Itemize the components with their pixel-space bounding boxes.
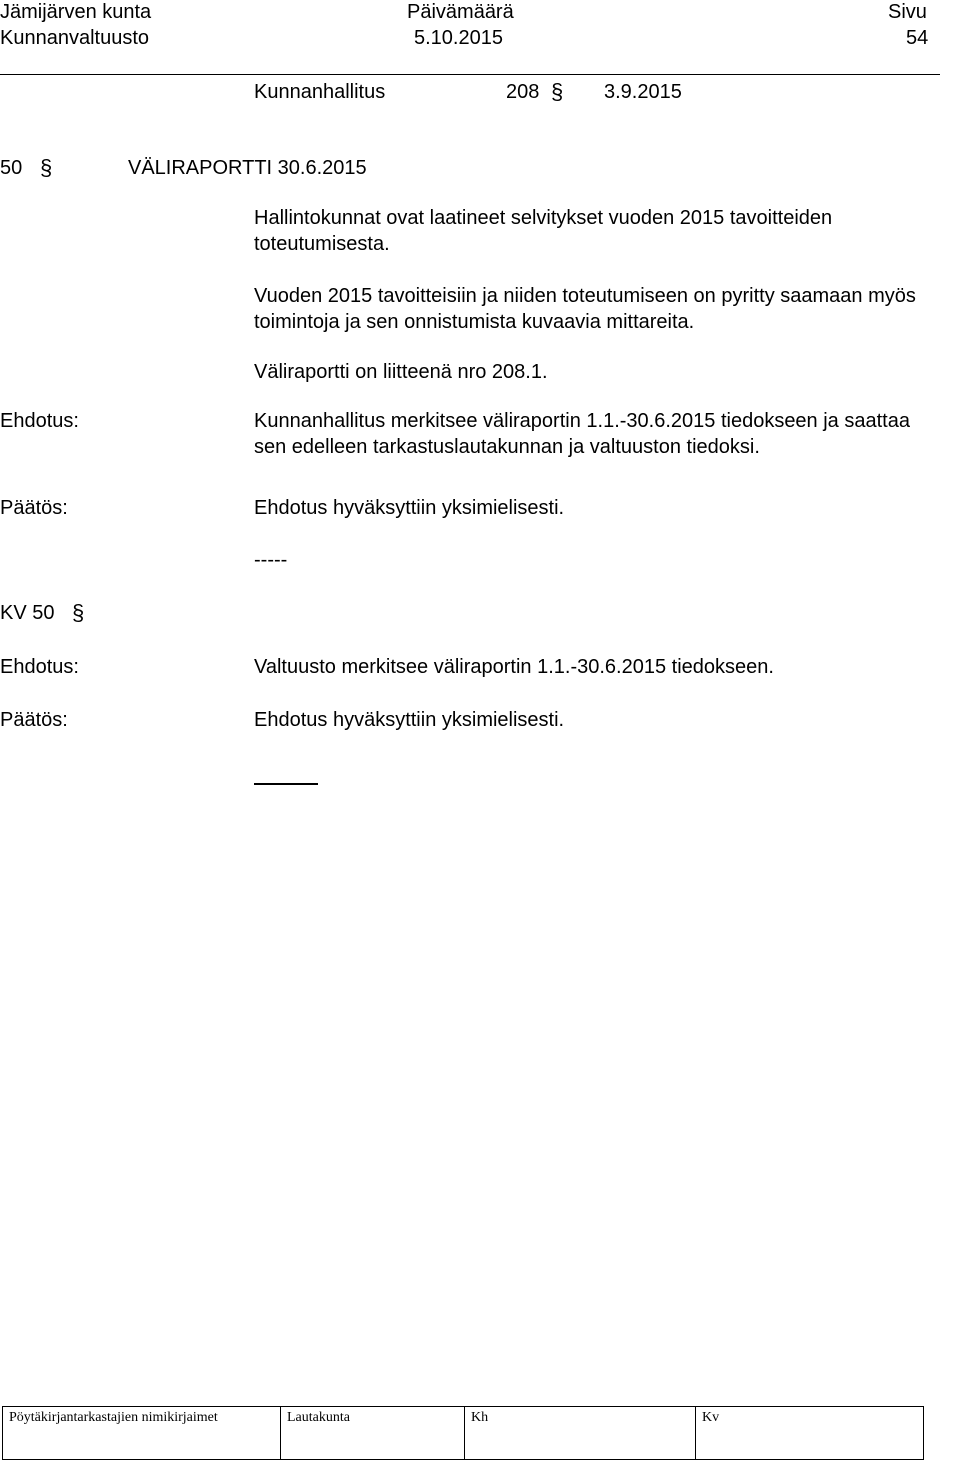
kh-cell: Kh: [465, 1407, 696, 1460]
page-number: 54: [906, 27, 929, 49]
committee-cell: Lautakunta: [281, 1407, 465, 1460]
page-label: Sivu: [888, 1, 927, 23]
signature-table: [2, 1406, 924, 1460]
body-name: Kunnanvaltuusto: [0, 27, 150, 49]
kv-cell: Kv: [696, 1407, 924, 1460]
decision-text: Ehdotus hyväksyttiin yksimielisesti.: [254, 497, 565, 519]
signers-cell: Pöytäkirjantarkastajien nimikirjaimet: [3, 1407, 281, 1460]
kv-proposal-text: Valtuusto merkitsee väliraportin 1.1.-30.6.2015 tiedokseen.: [254, 656, 774, 678]
meeting-date: 5.10.2015: [414, 27, 503, 49]
kv-proposal-label: Ehdotus:: [0, 656, 79, 678]
kv-label: KV 50: [0, 602, 55, 624]
section-mark: §: [72, 600, 85, 625]
section-mark: §: [40, 155, 53, 180]
paragraph: Väliraportti on liitteenä nro 208.1.: [254, 361, 548, 383]
ref-body: Kunnanhallitus: [254, 81, 386, 103]
header-rule: [0, 74, 940, 75]
ref-number: 208: [506, 81, 540, 103]
item-number: 50: [0, 157, 23, 179]
proposal-text: Kunnanhallitus merkitsee väliraportin 1.1.-30.6.2015 tiedokseen ja saattaa sen edelleen tarkastuslautakunnan ja valtuuston tiedoksi.: [254, 410, 910, 458]
proposal-label: Ehdotus:: [0, 410, 79, 432]
kv-decision-text: Ehdotus hyväksyttiin yksimielisesti.: [254, 709, 565, 731]
section-mark: §: [551, 79, 564, 104]
separator: -----: [254, 549, 288, 571]
item-title: VÄLIRAPORTTI 30.6.2015: [128, 157, 367, 179]
decision-label: Päätös:: [0, 497, 68, 519]
kv-decision-label: Päätös:: [0, 709, 68, 731]
org-name: Jämijärven kunta: [0, 1, 152, 23]
paragraph: Hallintokunnat ovat laatineet selvitykset vuoden 2015 tavoitteiden toteutumisesta.: [254, 207, 833, 255]
paragraph: Vuoden 2015 tavoitteisiin ja niiden toteutumiseen on pyritty saamaan myös toimintoja ja sen onnistumista kuvaavia mittareita.: [254, 285, 916, 333]
date-label: Päivämäärä: [407, 1, 514, 23]
ref-date: 3.9.2015: [604, 81, 682, 103]
end-rule: [254, 783, 318, 785]
